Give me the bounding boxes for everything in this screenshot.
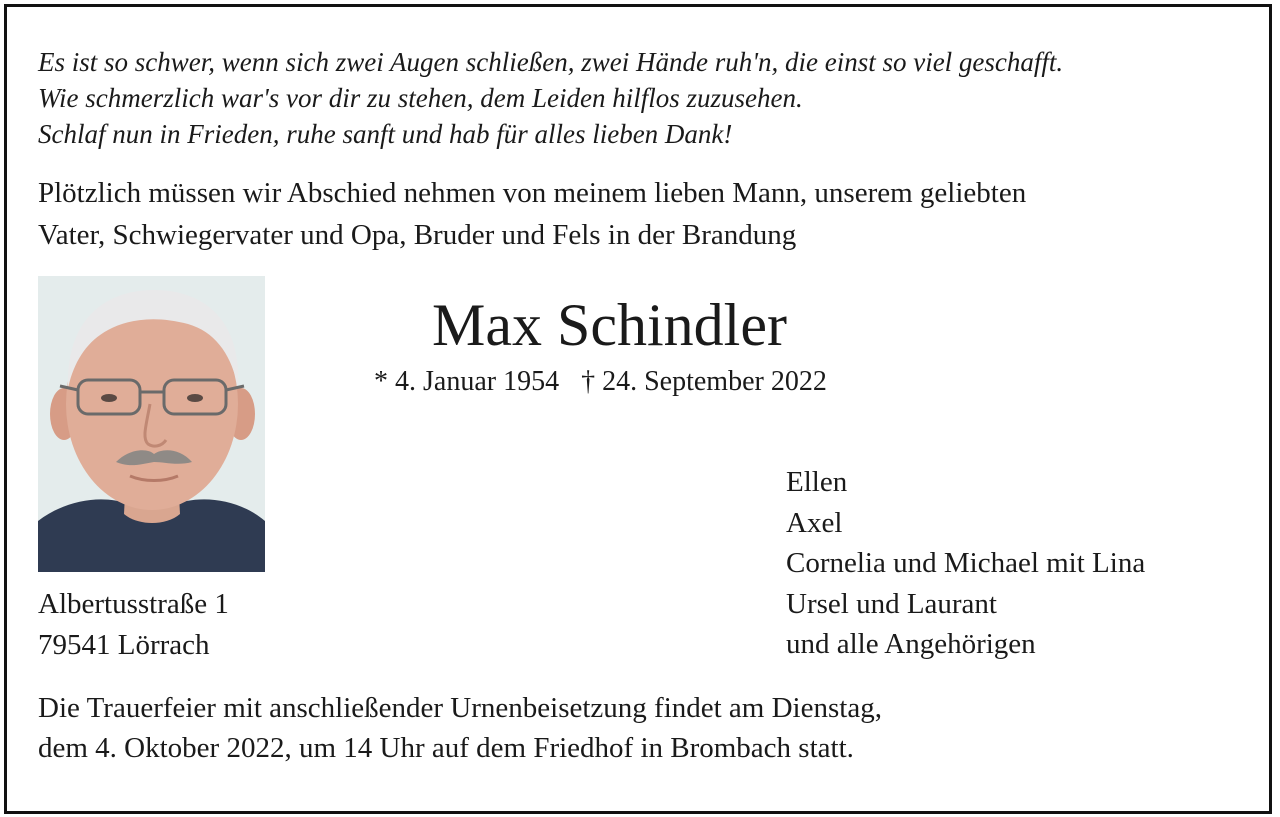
portrait-photo xyxy=(38,276,265,572)
death-date: † 24. September 2022 xyxy=(581,366,827,397)
address-street: Albertusstraße 1 xyxy=(38,588,229,620)
mourners-list xyxy=(786,462,1145,665)
verse-line: Wie schmerzlich war's vor dir zu stehen, dem Leiden hilflos zuzusehen. xyxy=(38,83,803,113)
address-city: 79541 Lörrach xyxy=(38,628,210,661)
mourner: Axel xyxy=(786,506,843,539)
life-dates xyxy=(374,362,827,402)
announcement-line: Plötzlich müssen wir Abschied nehmen von meinem lieben Mann, unserem geliebten xyxy=(38,177,1027,209)
funeral-service-info xyxy=(38,688,882,768)
deceased-name: Max Schindler xyxy=(432,292,787,358)
address-block xyxy=(38,584,229,665)
verse-line: Schlaf nun in Frieden, ruhe sanft und hab für alles lieben Dank! xyxy=(38,119,733,149)
birth-date: * 4. Januar 1954 xyxy=(374,366,560,397)
service-line: Die Trauerfeier mit anschließender Urnenbeisetzung findet am Dienstag, xyxy=(38,692,882,724)
mourner: Ellen xyxy=(786,466,848,498)
announcement-text xyxy=(38,172,1026,256)
verse-line: Es ist so schwer, wenn sich zwei Augen schließen, zwei Hände ruh'n, die einst so viel geschafft. xyxy=(38,47,1064,77)
mourner: Ursel und Laurant xyxy=(786,587,997,620)
mourner: und alle Angehörigen xyxy=(786,628,1036,660)
service-line: dem 4. Oktober 2022, um 14 Uhr auf dem Friedhof in Brombach statt. xyxy=(38,732,854,764)
announcement-line: Vater, Schwiegervater und Opa, Bruder und Fels in der Brandung xyxy=(38,219,797,251)
memorial-verse xyxy=(38,44,1063,152)
mourner: Cornelia und Michael mit Lina xyxy=(786,547,1146,579)
